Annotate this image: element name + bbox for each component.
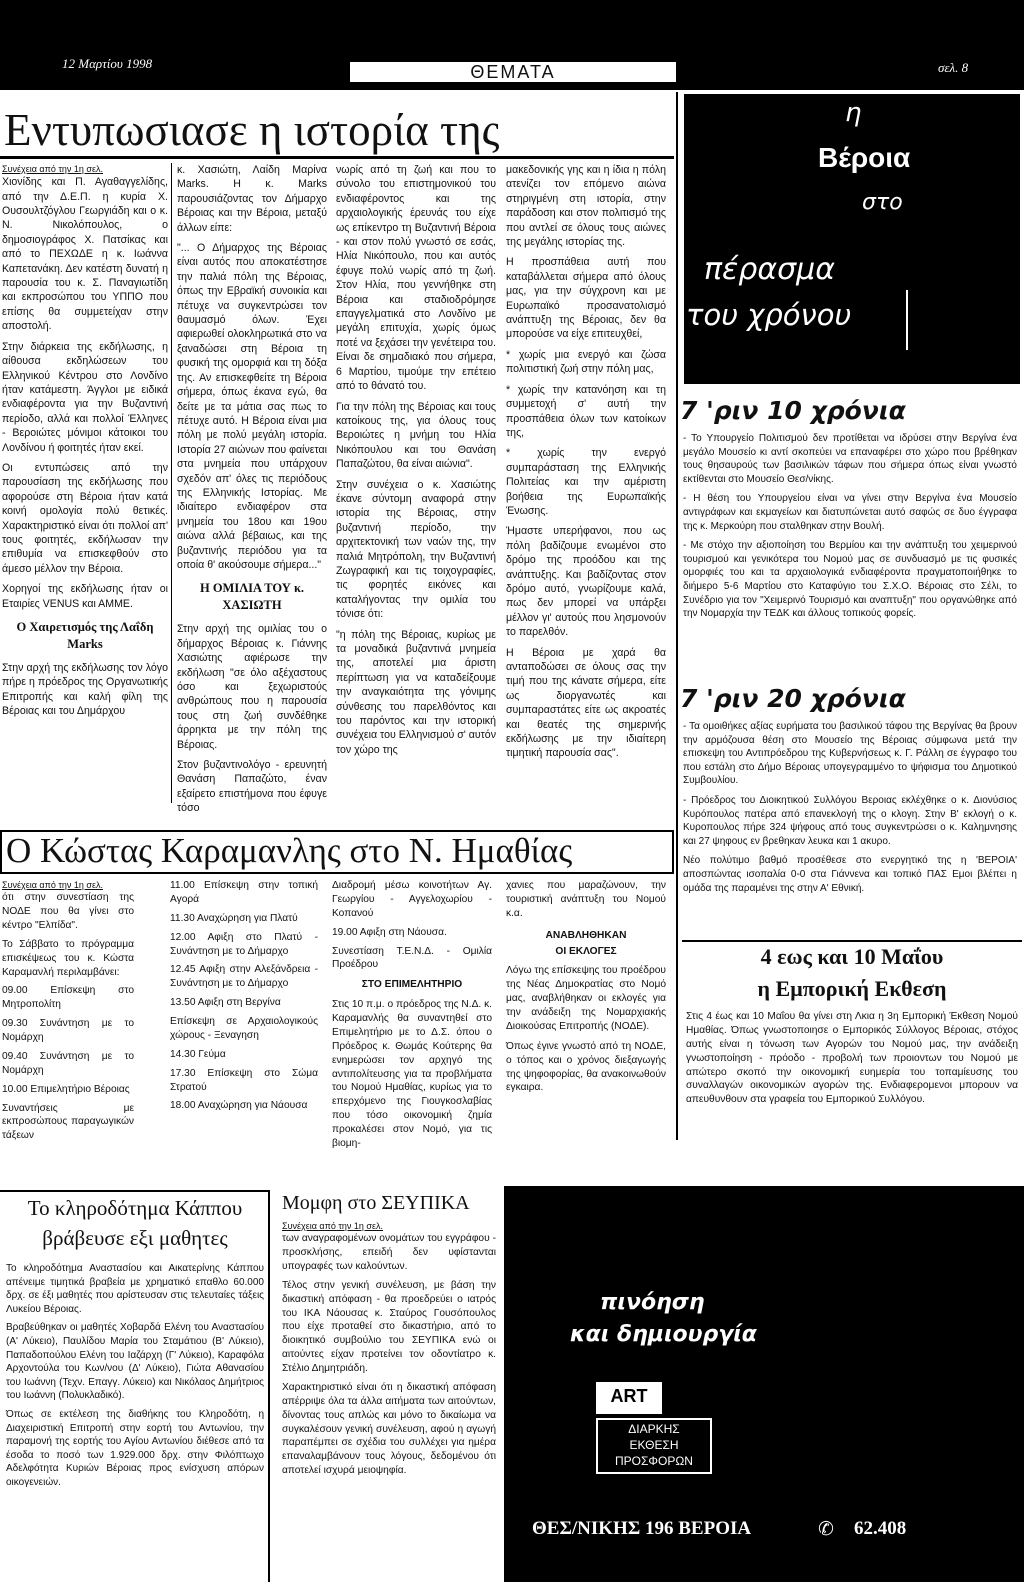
art-ad-line1: πινόηση	[600, 1290, 705, 1315]
article3-headline1: Το κληροδότημα Κάππου	[27, 1196, 243, 1220]
article1-quote: "... Ο Δήμαρχος της Βέροιας είναι αυτός που αποκατέστησε την παλιά πόλη της Βέροιας, όπως την Εβραϊκή συνοικία και πέτυχε να συγκεντρώσει τον θαυμασμό όλων. Έχει αφιερωθεί ολοκληρωτικά στο να ξαναδώσει στη Βέροια τη φυσική της ομορφιά και τη δόξα της. Αν επισκεφθείτε τη Βέροια σήμερα, όπως έκανα εγώ, θα δείτε με τα μάτια σας πως το πέτυχε αυτό. Η Βέροια είναι μια πόλη με πολύ μεγάλη ιστορία. Ιστορία 27 αιώνων που φαίνεται στα μνημεία που υπάρχουν σχεδόν απ' όλες τις περιόδους της Ελληνικής Ιστορίας. Με ιδιαίτερο ενδιαφέρον στα μνημεία του 18ου και 19ου αιώνα αλλά βέβαιως, και της βυζαντινής περιόδου για τα οποία θ' ακούσουμε σήμερα..."	[177, 242, 327, 571]
schedule-item: 10.00 Επιμελητήριο Βέροιας	[2, 1083, 130, 1095]
masthead-date: 12 Μαρτίου 1998	[62, 56, 153, 71]
article2-subhead: ΟΙ ΕΚΛΟΓΕΣ	[555, 945, 617, 957]
article2-paragraph: Το Σάββατο το πρόγραμμα επισκέψεως του κ. Κώστα Καραμανλή περιλαμβάνει:	[2, 938, 134, 978]
article2-col4	[506, 879, 666, 1147]
article1-paragraph: Στην αρχή της εκδήλωσης τον λόγο πήρε η πρόεδρος της Οργανωτικής Επιτροπής και καλή φίλη της Βέροιας και του Δημάρχου	[2, 662, 168, 718]
sidebar-logo-line2: του χρόνου	[686, 298, 852, 332]
sidebar-head2: 7 'ριν 20 χρόνια	[680, 684, 906, 713]
sidebar-item: - Πρόεδρος του Διοικητικού Συλλόγου Βεροιας εκλέχθηκε ο κ. Διονύσιος Κυρόπουλος πατέρα από επανεκλογή της ο κλογη. Στην Β' εκλογή ο κ. Κυροπουλος πήρε 324 ψήφους από τους συγκεντρώσει ο κ. Καλημνησης και 27 ψηφους εν βρεθηκαν λευκα και 1 ακυρο.	[683, 794, 1017, 847]
article2-continued: Συνέχεια από την 1η σελ.	[2, 880, 103, 890]
article2-paragraph: Λόγω της επίσκεψης του προέδρου της Νέας Δημοκρατίας στο Νομό μας, αναβλήθηκαν οι εκλογές για την ανάδειξη της Νομαρχιακής Διοικούσας Επιτροπής (ΝΟΔΕ).	[506, 965, 666, 1032]
masthead-section: ΘΕΜΑΤΑ	[470, 62, 556, 82]
masthead-page: σελ. 8	[938, 60, 969, 75]
schedule-item: 12.00 Αφιξη στο Πλατύ - Συνάντηση με το Δήμαρχο	[170, 931, 318, 957]
schedule-item: Επίσκεψη σε Αρχαιολογικούς χώρους - Ξεναγηση	[170, 1016, 318, 1041]
article4-continued: Συνέχεια από την 1η σελ.	[282, 1221, 383, 1231]
article1-paragraph: νωρίς από τη ζωή και που το σύνολο του επιστημονικού του ενδιαφέροντος και της αρχαιολογικής έρευνάς του είχε ως επίκεντρο τη Βυζαντινή Βέροια - και στον πολύ γνωστό σε εσάς, Ηλία Νικόπουλο, που και αυτός έφυγε πολύ νωρίς από τη ζωή. Στον Ηλία, που γεννήθηκε στη Βέροια και σταδιοδρόμησε επαγγελματικά στο Λονδίνο με μεγάλη επιτυχία, χωρίς όμως ποτέ να ξεχάσει την γενέτειρα του. Είναι δε σημαδιακό που σήμερα, 6 Μαρτίου, τιμούμε την επέτειο από το θάνατό του.	[336, 164, 496, 393]
article2-col1	[2, 879, 134, 1147]
article2-col2	[170, 879, 318, 1147]
article1-paragraph: Στον βυζαντινολόγο - ερευνητή Θανάση Παπαζώτο, έναν εξαίρετο επιστήμονα που έφυγε τόσο	[177, 759, 327, 815]
schedule-item: 12.45 Αφιξη στην Αλεξάνδρεια - Συνάντηση με το Δήμαρχο	[170, 964, 318, 990]
sidebar-logo-figure-icon	[906, 290, 908, 350]
article2-col3	[332, 879, 492, 1147]
art-ad-phone: 62.408	[854, 1518, 907, 1539]
article2-paragraph: χανιες που μαραζώνουν, την τουριστική ανάπτυξη του Νομού κ.α.	[506, 880, 666, 919]
article1-col1	[2, 163, 168, 803]
article1-paragraph: Οι εντυπώσεις από την παρουσίαση της εκδήλωσης που αφορούσε στη Βέροια ήταν κατά κοινή ομολογία πολύ θετικές. Χαρακτηριστικό είναι ότι πολλοί απ' τους φοιτητές, εκδήλωσαν την επιθυμία να επισκεφθούν στο άμεσο μέλλον την Βέροια.	[2, 461, 168, 575]
art-ad-line2: και δημιουργία	[570, 1322, 757, 1347]
article1-paragraph: Στην διάρκεια της εκδήλωσης, η αίθουσα εκδηλώσεων του Ελληνικού Κέντρου στο Λονδίνο ήταν κατάμεστη. Άγγλοι με ειδικά ενδιαφέροντα για την Βυζαντινή περίοδο, αλλά και πολλοί Έλληνες - Βεροιώτες μόνιμοι κάτοικοι του Λονδίνου ή φοιτητές ήταν εκεί.	[2, 340, 168, 454]
article3-body	[6, 1262, 264, 1574]
article1-paragraph: μακεδονικής γης και η ίδια η πόλη ατενίζει τον επόμενο αιώνα στηριγμένη στη ιστορία, στην παράδοση και στον πολιτισμό της που αντλεί σε όλους τους αιώνες της μεγάλης ιστορίας της.	[506, 164, 666, 249]
article2-headline: Ο Κώστας Καραμανλης στο Ν. Ημαθίας	[6, 831, 573, 870]
article1-col4	[506, 163, 666, 803]
sidebar-divider	[676, 92, 678, 1140]
schedule-item: 09.40 Συνάντηση με το Νομάρχη	[2, 1050, 134, 1076]
schedule-item: 14.30 Γεύμα	[170, 1048, 226, 1060]
expo-top-rule	[682, 940, 1022, 942]
schedule-item: 11.30 Αναχώρηση για Πλατύ	[170, 912, 298, 924]
sidebar-item: - Τα ομοιθήκες αξίας ευρήματα του βασιλικού τάφου της Βεργίνας θα βρουν την αρμόζουσα θέση στο Μουσείο της Βέροιας σύμφωνα μετά την επισκεψη του Αντιπρόεδρου της Κυβερνήσεως κ. Γ. Ράλλη σε έγγραφο του που εστάλη στο Δήμο Βέροιας υπογεγραμμένο το ψήφισμα του Δημοτικού Συμβουλίου.	[683, 721, 1017, 787]
article1-paragraph: Η Βέροια με χαρά θα ανταποδώσει σε όλους σας την τιμή που της κάνατε σήμερα, είτε ως διοργανωτές και συμπαραστάτες είτε ως ακροατές και θεατές της σημερινής εκδήλωσης με την ιδιαίτερη τιμητική παρουσία σας".	[506, 646, 666, 760]
art-offer-line3: ΠΡΟΣΦΟΡΩΝ	[615, 1454, 693, 1468]
article1-paragraph: Χιονίδης και Π. Αγαθαγγελίδης, από την Δ.Ε.Π. η κυρία Χ. Ουσουλτζόγλου Γεωργιάδη και ο κ. Ν. Νικολόπουλος, ο δημοσιογράφος Χ. Πατσίκας και από το ΠΕΧΩΔΕ η κ. Ιωάννα Καπετανάκη. Δεν κατέστη δυνατή η παρουσία του κ. Σ. Παναγιωτίδη και εκπροσώπου του ΥΠΠΟ που επίσης θα συμμετείχαν στην αποστολή.	[2, 176, 168, 333]
article1-paragraph: * χωρίς την κατανόηση και τη συμμετοχή σ' αυτή την προσπάθεια όλων των κατοίκων της,	[506, 383, 666, 439]
art-offer-line1: ΔΙΑΡΚΗΣ	[628, 1422, 680, 1436]
schedule-item: 19.00 Αφιξη στη Νάουσα.	[332, 926, 447, 938]
sidebar-logo-name: Βέροια	[818, 142, 911, 173]
article3-paragraph: Βραβεύθηκαν οι μαθητές Χοβαρδά Ελένη του Αναστασίου (Α' Λύκειο), Παυλίδου Μαρία του Σταμάτιου (Β' Λύκειο), Παπαδοπούλου Ελένη του Ιαζάρχη (Γ' Λύκειο), Καραφόλα Αρχοντούλα του Κων/νου (Δ' Λύκειο), Γιώτα Αθανασίου του Ιωάννη (Τεχν. Επαγγ. Λύκειο) και Νικόλαος Δημήτριος του Ιωάννη (Πολυκλαδικό).	[6, 1322, 264, 1402]
art-offer-line2: ΕΚΘΕΣΗ	[629, 1438, 679, 1452]
article4-paragraph: Χαρακτηριστικό είναι ότι η δικαστική απόφαση απέρριψε όλα τα άλλα αιτήματα των αιτούντων, δίνοντας τους απλώς και μόνο το δικαίωμα να συγκαλέσουν γενική συνέλευση, αφού η αγωγή παραπέμπει σε σχέδια του συλλέχει για ημέρα επαναλαμβάνουν τους λόγους, δεδομένου ότι αποτελεί ισχυρά μειοψηφία.	[282, 1381, 496, 1477]
article1-paragraph: "η πόλη της Βέροιας, κυρίως με τα μοναδικά βυζαντινά μνημεία της, αποτελεί μια άριστη περίπτωση για να καταδείξουμε την αναγκαιότητα της γόνιμης σύνθεσης του παρελθόντος και του παρόντος και την ιστορική συνέχεια του Ελληνισμού σ' αυτόν τον χώρο της	[336, 628, 496, 756]
sidebar-logo-line1: πέρασμα	[704, 252, 835, 287]
art-logo: ART	[610, 1386, 648, 1406]
schedule-item: 09.30 Συνάντηση με το Νομάρχη	[2, 1018, 134, 1044]
expo-subtitle: η Εμπορική Εκθεση	[757, 976, 947, 1001]
article4-paragraph: Τέλος στην γενική συνέλευση, με βάση την δικαστική απόφαση - θα προεδρεύει ο ιατρός του ΙΚΑ Νάουσας κ. Σταύρος Γουσόπουλος που είχε προταθεί στο δικαστήριο, από το διοικητικό συμβούλιο του ΣΕΥΠΙΚΑ ενώ οι αιτούντες είχαν προτείνει τον οδοντίατρο κ. Στέλιο Δημητριάδη.	[282, 1279, 496, 1375]
schedule-item: Συνεστίαση Τ.Ε.Ν.Δ. - Ομιλία Προέδρου	[332, 945, 492, 971]
article1-headline: Εντυπωσιασε η ιστορία της	[4, 105, 500, 155]
article1-paragraph: * χωρίς την ενεργό συμπαράσταση της Ελληνικής Πολιτείας και την αμέριστη βοήθεια της Ευρωπαϊκής Ένωσης.	[506, 447, 666, 517]
article1-paragraph: Η προσπάθεια αυτή που καταβάλλεται σήμερα από όλους μας, για την σύγχρονη και με Ευρωπαϊκό προσανατολισμό ανάπτυξη της Βέροιας, δεν θα μπορούσε να είχε επιτευχθεί,	[506, 256, 666, 341]
article4-paragraph: των αναγραφομένων ονομάτων του εγγράφου - προσκλήσης, επειδή δεν υφίστανται υπογραφές των καλούντων.	[282, 1233, 496, 1272]
expo-title: 4 εως και 10 Μαΐου	[760, 944, 944, 969]
article1-paragraph: κ. Χασιώτη, Λαίδη Μαρίνα Marks. Η κ. Marks παρουσιάζοντας τον Δήμαρχο Βέροιας και την Βέροια, μεταξύ άλλων είπε:	[177, 164, 327, 234]
article1-col3	[336, 163, 496, 803]
article1-subhead: Ο Χαιρετισμός της Λαΐδη Marks	[16, 620, 154, 652]
phone-icon: ✆	[818, 1518, 834, 1540]
sidebar-text2	[683, 720, 1017, 932]
article3-headline2: βράβευσε εξι μαθητες	[42, 1226, 228, 1250]
schedule-item: Συναντήσεις με εκπροσώπους παραγωγικών τάξεων	[2, 1102, 134, 1142]
article2-paragraph: ότι στην συνεστίαση της ΝΟΔΕ που θα γίνει στο κέντρο "Ελπίδα".	[2, 892, 134, 931]
sidebar-logo-eta: η	[845, 98, 862, 128]
article1-paragraph: Ήμαστε υπερήφανοι, που ως πόλη βαδίζουμε ενωμένοι στο δρόμο της προόδου και της ανάπτυξης. Και βαδίζοντας στον δρόμο αυτό, γνωρίζουμε καλά, πως δεν μπορεί να υπάρξει μέλλον γι' αυτούς που λησμονούν το παρελθόν.	[506, 525, 666, 639]
sidebar-logo-sto: στο	[862, 190, 903, 215]
expo-body: Στις 4 έως και 10 Μαΐου θα γίνει στη Λκια η 3η Εμπορική Έκθεση Νομού Ημαθίας. Όπως γνωστοποιησε ο Εμπορικός Σύλλογος Βέροιας, στόχος αυτής είναι η τόνωση των Αγορών του Νομού μας, την ανάδειξη γνωστοποίηση - πρόοδο - προβολή των προιοντων του Νομού με απώτερο σκοπό την οικονομική ευημερία του τοπαμίευσης του συναλλαγών οικονομικών αγορών της. Ενδιαφερομενοι μπορουν να απευθυνθουν στα γραφεία του Εμπορικού Συλλόγου.	[686, 1011, 1018, 1106]
schedule-item: 09.00 Επίσκεψη στο Μητροπολίτη	[2, 985, 134, 1011]
article1-paragraph: Στην αρχή της ομιλίας του ο δήμαρχος Βέροιας κ. Γιάννης Χασιώτης αφιέρωσε την εκδήλωση "σε όλο αξέχαστους όσο και ξεχωριστούς ανθρώπους που η παρουσία τους στη ζωή συνδέθηκε άρρηκτα με την πόλη της Βέροιας.	[177, 623, 327, 751]
article3-paragraph: Το κληροδότημα Αναστασίου και Αικατερίνης Κάππου απένειμε τιμητικά βραβεία με χρηματικό επαθλο 60.000 δρχ. σε έξι μαθητές που αρίστευσαν στις τελευταίες τάξεις Λυκείου Βέροιας.	[6, 1263, 264, 1315]
article4-body	[282, 1220, 496, 1576]
article2-paragraph: Στις 10 π.μ. ο πρόεδρος της Ν.Δ. κ. Καραμανλής θα συναντηθεί στο Επιμελητήριο με το Δ.Σ. όπου ο Πρόεδρος κ. Θωμάς Κούτερης θα ενημερώσει τον αρχηγό της αντιπολίτευσης για τα προβλήματα του Νομού Ημαθίας, κυρίως για το επερχόμενο της Γιουγκοσλαβίας που τόσο οικονομική ζημία προκαλέσει στον Νομό, για τις βιομη-	[332, 999, 492, 1149]
art-ad-address: ΘΕΣ/ΝΙΚΗΣ 196 ΒΕΡΟΙΑ	[532, 1518, 752, 1539]
schedule-item: 17.30 Επίσκεψη στο Σώμα Στρατού	[170, 1067, 318, 1093]
schedule-item: 11.00 Επίσκεψη στην τοπική Αγορά	[170, 880, 318, 905]
article1-rule	[0, 156, 674, 159]
sidebar-item: - Το Υπουργείο Πολιτισμού δεν προτίθεται να ιδρύσει στην Βεργίνα ένα μεγάλο Μουσείο κι αντί σκοπεύει να επαναφέρει στο χώρο που βρέθηκαν τους θησαυρούς των βασιλικών τάφων που σήμερα όπως είναι γνωστό εκτίθενται στο Μουσείο Θεσ/νίκης.	[683, 433, 1017, 485]
article1-paragraph: * χωρίς μια ενεργό και ζώσα πολιτιστική ζωή στην πόλη μας,	[506, 348, 666, 376]
schedule-item: 18.00 Αναχώρηση για Νάουσα	[170, 1100, 308, 1112]
sidebar-item: Νέο πολύτιμο βαθμό προσέθεσε στο ενεργητικό της η 'ΒΕΡΟΙΑ' αποσπώντας ισοπαλία 0-0 στα Γιάννενα και τοπικό ΠΑΣ Εμοι βλέπει η ομάδα της παραμένει της στην Α' Εθνική.	[683, 855, 1017, 894]
sidebar-logo-box	[684, 94, 1020, 384]
article2-subhead: ΣΤΟ ΕΠΙΜΕΛΗΤΗΡΙΟ	[361, 979, 463, 991]
sidebar-head1: 7 'ριν 10 χρόνια	[680, 396, 906, 425]
article3-paragraph: Όπως σε εκτέλεση της διαθήκης του Κληροδότη, η Διαχειριστική Επιτροπή στην εορτή του Αντωνίου, την παραμονή της εορτής του Αγίου Αντωνίου διέθεσε από τα έσοδα το ποσό των 1.929.000 δρχ. στην Φιλόπτωχο Αδελφότητα Κυριών Βέροιας προς ενίσχυση απόρων οικογενειών.	[6, 1408, 264, 1488]
article1-col2	[177, 163, 327, 815]
article4-headline: Μομφη στο ΣΕΥΠΙΚΑ	[282, 1192, 470, 1214]
article1-paragraph: Χορηγοί της εκδήλωσης ήταν οι Εταιρίες VENUS και ΑΜΜΕ.	[2, 583, 168, 610]
article1-paragraph: Για την πόλη της Βέροιας και τους κατοίκους της, για όλους τους Βεροιώτες η μνήμη του Ηλία Νικόπουλου και του Θανάση Παπαζώτου, θα είναι αιώνια".	[336, 400, 496, 471]
article1-continued: Συνέχεια από την 1η σελ.	[2, 164, 103, 174]
sidebar-item: - Με στόχο την αξιοποίηση του Βερμίου και την ανάπτυξη του χειμερινού τουρισμού και γενικότερα του Νομού μας σε συνδυασμό με τις φυσικές ομορφιές του και τα αρχαιολογικά ενδιαφέροντα πραγματοποιήθηκε το διήμερο 5-6 Μαρτίου στο Καταφύγιο του Σ.Χ.Ο. Βέροιας στο Σέλι, το Συνέδριο για τον "Χειμερινό Τουρισμό και αναπτυξη" που οργανώθηκε από την Νομαρχία την ΤΕΔΚ και άλλους τοπικούς φορείς.	[683, 540, 1017, 620]
sidebar-item: - Η θέση του Υπουργείου είναι να γίνει στην Βεργίνα ένα Μουσείο αντιγράφων και εκμαγείων και διατυπώνεται αυτό σαφώς σε δυο έγγραφα της κ. Μερκούρη που σταλθηκαν στην Βουλή.	[683, 493, 1017, 532]
article2-paragraph: Όπως έγινε γνωστό από τη ΝΟΔΕ, ο τόπος και ο χρόνος διεξαγωγής της ψηφοφορίας, θα ανακοινωθούν εγκαιρα.	[506, 1040, 666, 1094]
schedule-item: Διαδρομή μέσω κοινοτήτων Αγ. Γεωργίου - Αγγελοχωρίου - Κοπανού	[332, 880, 492, 919]
column-rule	[171, 163, 172, 803]
article2-subhead: ΑΝΑΒΛΗΘΗΚΑΝ	[545, 929, 627, 941]
sidebar-text1	[683, 432, 1017, 690]
article1-subhead: Η ΟΜΙΛΙΑ ΤΟΥ κ. ΧΑΣΙΩΤΗ	[199, 581, 305, 613]
schedule-item: 13.50 Αφιξη στη Βεργίνα	[170, 997, 281, 1009]
article1-paragraph: Στην συνέχεια ο κ. Χασιώτης έκανε σύντομη αναφορά στην ιστορία της Βέροιας, στην βυζαντινή περίοδο, την αρχιτεκτονική των ναών της, την παλιά Μητρόπολη, την Βυζαντινή Ζωγραφική και τις τοιχογραφίες, τις φορητές εικόνες και καταλήγοντας την ομιλία του τόνισε ότι:	[336, 478, 496, 621]
